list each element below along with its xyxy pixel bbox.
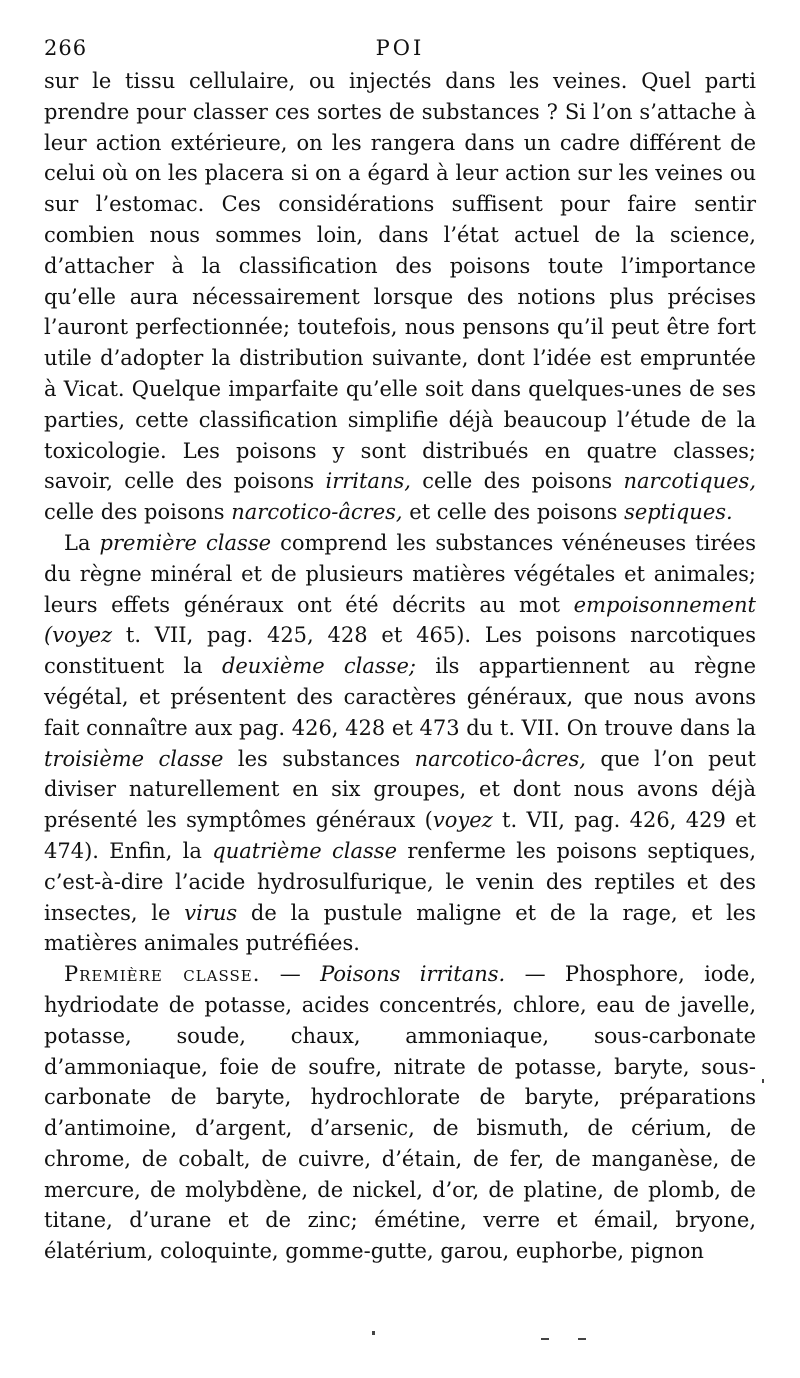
- print-speck: [541, 1338, 549, 1340]
- italic-term: narcotiques,: [623, 469, 756, 494]
- italic-term: deuxième classe;: [221, 654, 416, 679]
- italic-term: narcotico-âcres,: [414, 746, 586, 771]
- text-run: celle des poisons: [44, 500, 232, 525]
- italic-term: première classe: [99, 530, 272, 555]
- italic-term: troisième classe: [44, 746, 224, 771]
- text-run: renferme les poisons septiques, c’est-à-dire l’acide hydrosulfurique, le venin des reptiles et des insectes, le: [44, 838, 756, 925]
- text-run: — Phosphore, iode, hydriodate de potasse, acides concentrés, chlore, eau de javelle, potasse, soude, chaux, ammoniaque, sous-carbonate d’ammoniaque, foie de soufre, nitrate de potasse, baryte, sous-carbonate de baryte, hydrochlorate de baryte, préparations d’antimoine, d’argent, d’arsenic, de bismuth, de cérium, de chrome, de cobalt, de cuivre, d’étain, de fer, de manganèse, de mercure, de molybdène, de nickel, d’or, de platine, de plomb, de titane, d’urane et de zinc; émétine, verre et émail, bryone, élatérium, coloquinte, gomme-gutte, garou, euphorbe, pignon: [44, 962, 756, 1264]
- italic-term: voyez: [432, 808, 493, 833]
- text-run: La: [64, 530, 100, 555]
- text-run: t. VII, pag. 426, 429 et 474). Enfin, la: [44, 808, 756, 863]
- italic-term: septiques.: [624, 500, 733, 525]
- text-run: celle des poisons: [410, 469, 624, 494]
- italic-term: virus: [184, 900, 238, 925]
- paragraph-first-class: [44, 959, 756, 1267]
- text-run: de la pustule maligne et de la rage, et les matières animales putréfiées.: [44, 900, 756, 956]
- running-head: POI: [375, 36, 425, 60]
- text-run: et celle des poisons: [402, 500, 625, 525]
- italic-term: empoisonnement (voyez: [44, 592, 756, 648]
- paragraph-classes: [44, 528, 756, 959]
- text-run: comprend les substances vénéneuses tirées du règne minéral et de plusieurs matières végétales et animales; leurs effets généraux ont été décrits au mot: [44, 530, 756, 617]
- text-run: que l’on peut diviser naturellement en six groupes, et dont nous avons déjà présenté les symptômes généraux (: [44, 746, 756, 833]
- text-run: les substances: [223, 746, 415, 771]
- body-text: [44, 66, 756, 1267]
- text-run: sur le tissu cellulaire, ou injectés dans les veines. Quel parti prendre pour classer ces sortes de substances ? Si l’on s’attache à leur action extérieure, on les rangera dans un cadre différent de celui où on les placera si on a égard à leur action sur les veines ou sur l’estomac. Ces considérations suffisent pour faire sentir combien nous sommes loin, dans l’état actuel de la science, d’attacher à la classification des poisons toute l’importance qu’elle aura nécessairement lorsque des notions plus précises l’auront perfectionnée; toutefois, nous pensons qu’il peut être fort utile d’adopter la distribution suivante, dont l’idée est empruntée à Vicat. Quelque imparfaite qu’elle soit dans quelques-unes de ses parties, cette classification simplifie déjà beaucoup l’étude de la toxicologie. Les poisons y sont distribués en quatre classes; savoir, celle des poisons: [44, 69, 756, 494]
- print-speck: [578, 1338, 586, 1340]
- section-label: Première classe.: [64, 962, 261, 987]
- italic-term: quatrième classe: [212, 838, 398, 863]
- print-speck: [372, 1331, 375, 1335]
- print-speck: [762, 1079, 764, 1083]
- page-header: [44, 30, 756, 66]
- italic-term: irritans,: [325, 469, 411, 494]
- page: [44, 30, 756, 1267]
- text-run: —: [260, 962, 321, 987]
- paragraph-continuation: [44, 66, 756, 528]
- page-number: 266: [44, 36, 88, 60]
- italic-term: narcotico-âcres,: [231, 500, 403, 525]
- text-run: ils appartiennent au règne végétal, et présentent des caractères généraux, que nous avons fait connaître aux pag. 426, 428 et 473 du t. VII. On trouve dans la: [44, 654, 757, 740]
- text-run: t. VII, pag. 425, 428 et 465). Les poisons narcotiques constituent la: [44, 623, 756, 679]
- italic-term: Poisons irritans.: [320, 962, 506, 987]
